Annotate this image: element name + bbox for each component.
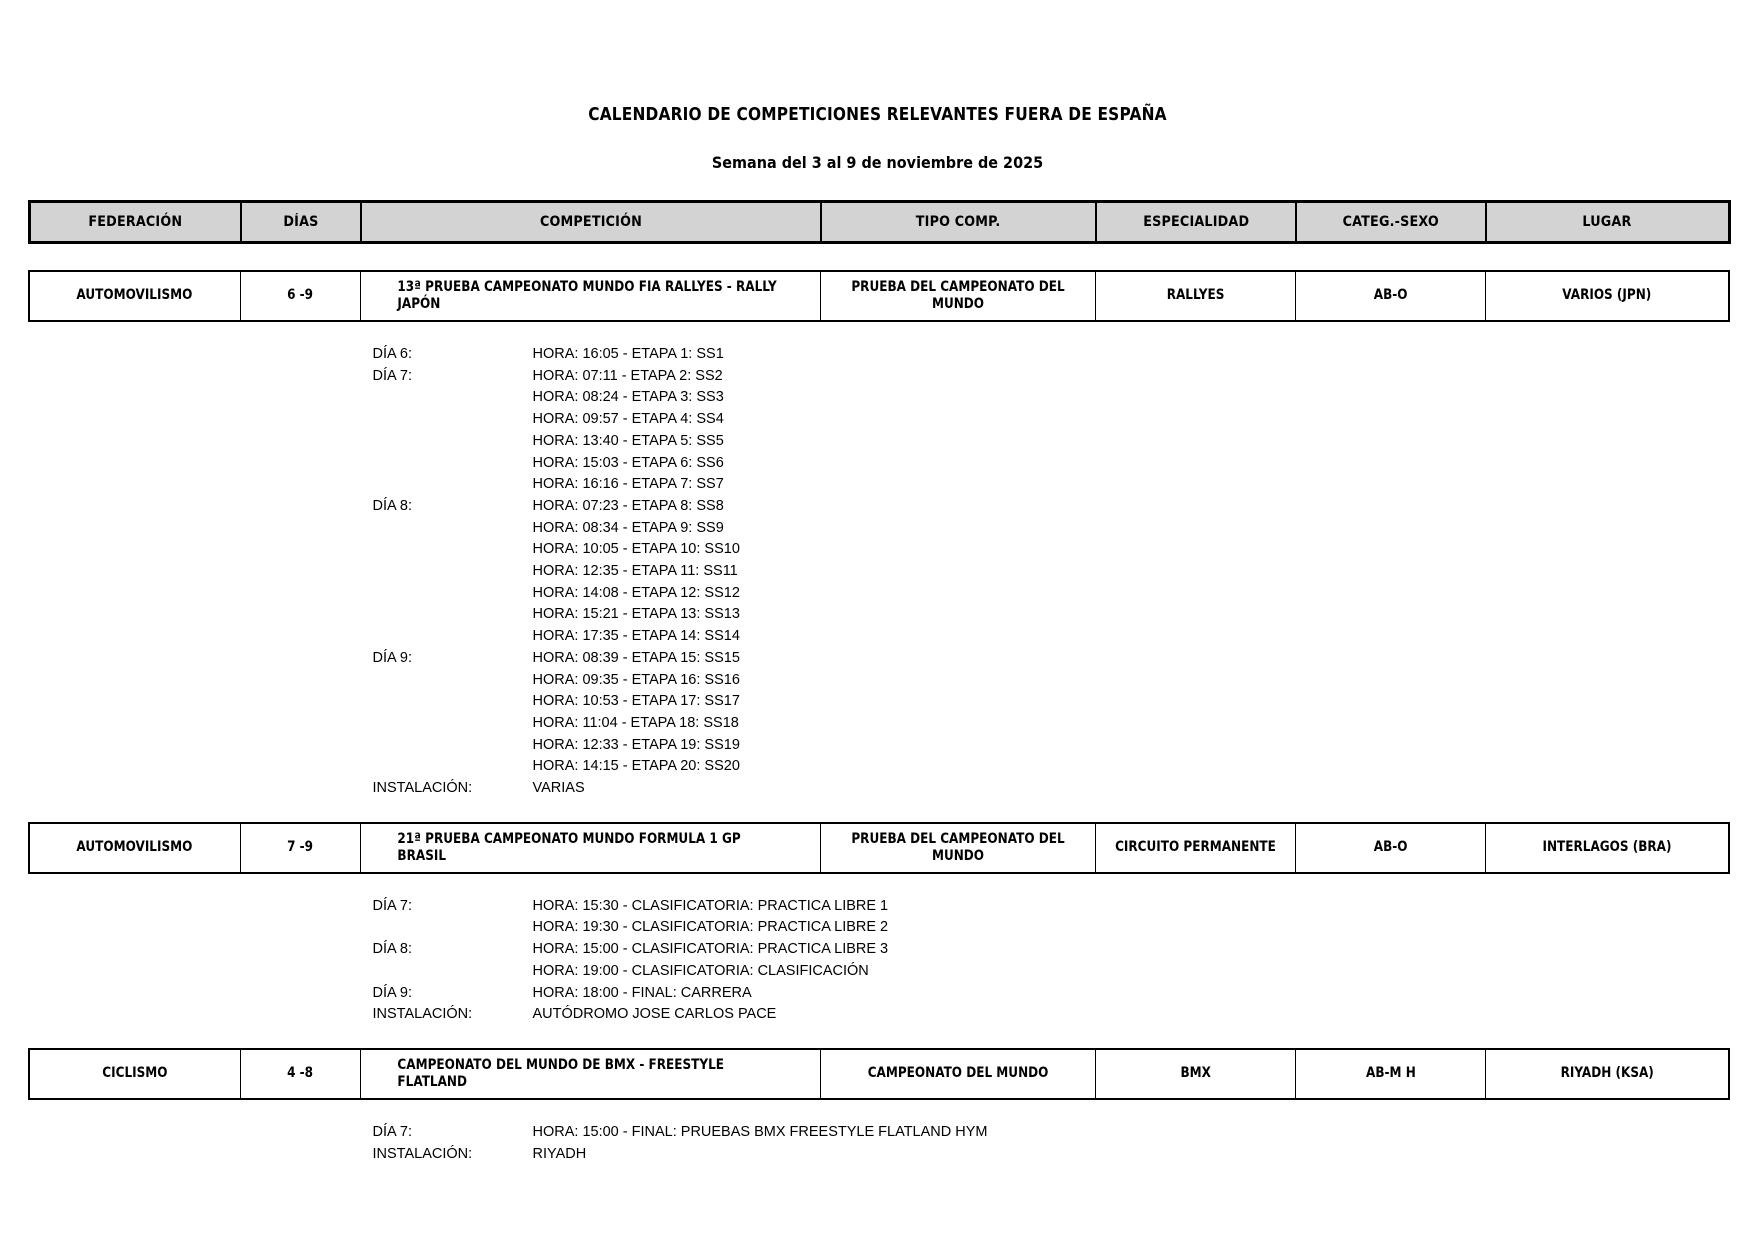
cell-especialidad: RALLYES (1096, 271, 1296, 321)
schedule-day: DÍA 7: (372, 367, 412, 384)
schedule-line (28, 1004, 1728, 1026)
cell-especialidad: BMX (1096, 1049, 1296, 1099)
schedule-detail: HORA: 16:05 - ETAPA 1: SS1 (532, 346, 724, 362)
schedule-line (28, 474, 1728, 496)
schedule-detail: HORA: 17:35 - ETAPA 14: SS14 (532, 628, 740, 645)
schedule-day (28, 917, 533, 939)
event-schedule (28, 1100, 1728, 1165)
schedule-detail: HORA: 18:00 - FINAL: CARRERA (532, 984, 752, 1001)
page-title-text: CALENDARIO DE COMPETICIONES RELEVANTES FUERA DE ESPAÑA (588, 105, 1167, 125)
schedule-detail: HORA: 13:40 - ETAPA 5: SS5 (532, 432, 724, 449)
table-header-row (29, 202, 1729, 243)
schedule-detail: HORA: 12:33 - ETAPA 19: SS19 (532, 736, 740, 753)
schedule-detail: HORA: 19:00 - CLASIFICATORIA: CLASIFICACIÓN (532, 962, 869, 979)
schedule-line (28, 896, 1728, 918)
schedule-detail: HORA: 14:08 - ETAPA 12: SS12 (532, 584, 740, 601)
schedule-facility-label: INSTALACIÓN: (372, 1145, 473, 1162)
cell-lugar: RIYADH (KSA) (1486, 1049, 1729, 1099)
schedule-line (28, 917, 1728, 939)
schedule-line (28, 691, 1728, 713)
schedule-line (28, 1144, 1728, 1166)
schedule-day: DÍA 7: (372, 897, 412, 914)
event-row (28, 822, 1730, 874)
column-header-federacion (29, 202, 241, 243)
schedule-day (28, 539, 533, 561)
schedule-line (28, 939, 1728, 961)
schedule-day (28, 691, 533, 713)
cell-competicion: 21ª PRUEBA CAMPEONATO MUNDO FORMULA 1 GP BRASIL (361, 823, 821, 873)
cell-lugar: INTERLAGOS (BRA) (1486, 823, 1729, 873)
table-row (29, 1049, 1729, 1099)
schedule-day (28, 518, 533, 540)
schedule-line (28, 366, 1728, 388)
schedule-detail: HORA: 08:24 - ETAPA 3: SS3 (532, 389, 724, 406)
column-header-tipo-label: TIPO COMP. (916, 214, 1001, 230)
schedule-line (28, 409, 1728, 431)
schedule-day (28, 626, 533, 648)
cell-federacion: AUTOMOVILISMO (29, 823, 241, 873)
cell-dias: 6 -9 (241, 271, 361, 321)
schedule-detail: HORA: 15:00 - CLASIFICATORIA: PRACTICA LIBRE 3 (532, 941, 889, 958)
event-row (28, 1048, 1730, 1100)
column-header-competicion (361, 202, 821, 243)
column-header-categoria-label: CATEG.-SEXO (1342, 214, 1440, 230)
event-gap (28, 1026, 1728, 1048)
schedule-detail: HORA: 16:16 - ETAPA 7: SS7 (532, 476, 724, 493)
schedule-detail: HORA: 07:23 - ETAPA 8: SS8 (532, 497, 724, 514)
schedule-line (28, 648, 1728, 670)
schedule-day: DÍA 8: (372, 497, 412, 514)
cell-dias: 4 -8 (241, 1049, 361, 1099)
schedule-facility-label: INSTALACIÓN: (372, 780, 473, 797)
cell-competicion: CAMPEONATO DEL MUNDO DE BMX - FREESTYLE FLATLAND (361, 1049, 821, 1099)
schedule-detail: HORA: 08:34 - ETAPA 9: SS9 (532, 519, 724, 536)
cell-federacion: AUTOMOVILISMO (29, 271, 241, 321)
schedule-line (28, 539, 1728, 561)
schedule-day (28, 453, 533, 475)
event-schedule (28, 322, 1728, 800)
page-subtitle (88, 125, 1668, 172)
column-header-lugar (1486, 202, 1729, 243)
schedule-line (28, 670, 1728, 692)
schedule-line (28, 713, 1728, 735)
schedule-day (28, 387, 533, 409)
schedule-day: DÍA 8: (372, 941, 412, 958)
schedule-line (28, 983, 1728, 1005)
schedule-detail: HORA: 08:39 - ETAPA 15: SS15 (532, 649, 740, 666)
column-header-lugar-label: LUGAR (1582, 214, 1632, 230)
schedule-day (28, 756, 533, 778)
schedule-day: DÍA 9: (372, 984, 412, 1001)
table-header (28, 200, 1731, 244)
cell-categoria: AB-O (1296, 271, 1486, 321)
cell-competicion: 13ª PRUEBA CAMPEONATO MUNDO FIA RALLYES - RALLY JAPÓN (361, 271, 821, 321)
column-header-especialidad-label: ESPECIALIDAD (1142, 214, 1250, 230)
cell-tipo: PRUEBA DEL CAMPEONATO DEL MUNDO (821, 271, 1096, 321)
cell-federacion: CICLISMO (29, 1049, 241, 1099)
schedule-line (28, 735, 1728, 757)
schedule-day (28, 431, 533, 453)
schedule-day (28, 961, 533, 983)
schedule-facility-value: VARIAS (532, 780, 585, 797)
schedule-day: DÍA 7: (372, 1123, 412, 1140)
schedule-line (28, 961, 1728, 983)
event-gap (28, 800, 1728, 822)
schedule-line (28, 561, 1728, 583)
schedule-line (28, 583, 1728, 605)
column-header-categoria (1296, 202, 1486, 243)
column-header-especialidad (1096, 202, 1296, 243)
schedule-detail: HORA: 10:53 - ETAPA 17: SS17 (532, 693, 740, 710)
schedule-day (28, 670, 533, 692)
cell-tipo: CAMPEONATO DEL MUNDO (821, 1049, 1096, 1099)
column-header-federacion-label: FEDERACIÓN (88, 214, 183, 230)
page-title (105, 0, 1649, 125)
cell-categoria: AB-M H (1296, 1049, 1486, 1099)
schedule-day (28, 713, 533, 735)
cell-especialidad: CIRCUITO PERMANENTE (1096, 823, 1296, 873)
schedule-day (28, 409, 533, 431)
schedule-detail: HORA: 11:04 - ETAPA 18: SS18 (532, 714, 739, 731)
schedule-day (28, 583, 533, 605)
schedule-day (28, 604, 533, 626)
column-header-tipo (821, 202, 1096, 243)
schedule-line (28, 778, 1728, 800)
schedule-detail: HORA: 14:15 - ETAPA 20: SS20 (532, 758, 740, 775)
event-row (28, 270, 1730, 322)
schedule-line (28, 431, 1728, 453)
calendar-table-container (28, 172, 1728, 1165)
column-header-dias-label: DÍAS (283, 214, 319, 230)
column-header-dias (241, 202, 361, 243)
column-header-competicion-label: COMPETICIÓN (539, 214, 642, 230)
schedule-detail: HORA: 15:00 - FINAL: PRUEBAS BMX FREESTYLE FLATLAND HYM (532, 1123, 988, 1140)
header-body-gap (28, 244, 1728, 270)
schedule-detail: HORA: 12:35 - ETAPA 11: SS11 (532, 563, 738, 580)
schedule-line (28, 453, 1728, 475)
schedule-line (28, 496, 1728, 518)
schedule-detail: HORA: 15:30 - CLASIFICATORIA: PRACTICA LIBRE 1 (532, 897, 889, 914)
table-row (29, 823, 1729, 873)
schedule-detail: HORA: 19:30 - CLASIFICATORIA: PRACTICA LIBRE 2 (532, 919, 889, 936)
schedule-detail: HORA: 15:21 - ETAPA 13: SS13 (532, 606, 740, 623)
schedule-day: DÍA 9: (372, 649, 412, 666)
schedule-day (28, 561, 533, 583)
schedule-line (28, 1122, 1728, 1144)
page-subtitle-text: Semana del 3 al 9 de noviembre de 2025 (711, 153, 1044, 172)
schedule-detail: HORA: 15:03 - ETAPA 6: SS6 (532, 454, 724, 471)
cell-tipo: PRUEBA DEL CAMPEONATO DEL MUNDO (821, 823, 1096, 873)
schedule-detail: HORA: 09:35 - ETAPA 16: SS16 (532, 671, 740, 688)
schedule-facility-label: INSTALACIÓN: (372, 1006, 473, 1023)
schedule-day (28, 735, 533, 757)
cell-dias: 7 -9 (241, 823, 361, 873)
cell-lugar: VARIOS (JPN) (1486, 271, 1729, 321)
schedule-day: DÍA 6: (372, 346, 412, 362)
table-row (29, 271, 1729, 321)
schedule-line (28, 387, 1728, 409)
schedule-line (28, 604, 1728, 626)
schedule-facility-value: AUTÓDROMO JOSE CARLOS PACE (532, 1006, 777, 1023)
schedule-day (28, 474, 533, 496)
schedule-line (28, 756, 1728, 778)
schedule-line (28, 518, 1728, 540)
schedule-line (28, 626, 1728, 648)
cell-categoria: AB-O (1296, 823, 1486, 873)
schedule-line (28, 344, 1728, 366)
schedule-detail: HORA: 09:57 - ETAPA 4: SS4 (532, 411, 724, 428)
event-schedule (28, 874, 1728, 1026)
schedule-detail: HORA: 10:05 - ETAPA 10: SS10 (532, 541, 740, 558)
schedule-detail: HORA: 07:11 - ETAPA 2: SS2 (532, 367, 723, 384)
schedule-facility-value: RIYADH (532, 1145, 587, 1162)
